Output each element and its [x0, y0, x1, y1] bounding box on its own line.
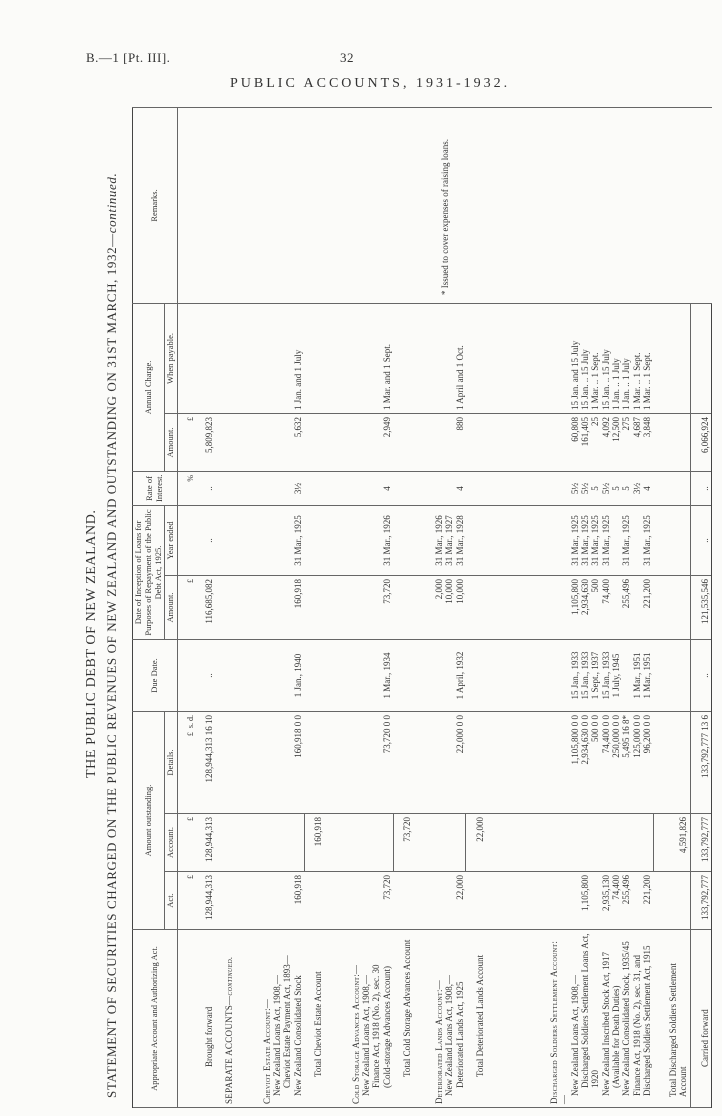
col-act-header: Act.	[165, 872, 178, 930]
cell-rate: 4	[414, 471, 466, 505]
cell-due: ..	[196, 639, 216, 711]
cell-details: 1,105,800 0 0 2,934,630 0 0 500 0 0 74,400 0 0 250,000 0 0 5,495 16 8* 125,000 0 0 96,200 0 0	[486, 711, 653, 813]
cell-ac-amount: 60,808 161,405 25 4,092 12,500 275 4,687 3,848	[486, 413, 653, 471]
cell-due: 1 April, 1932	[414, 639, 466, 711]
cell-due: 1 Mar., 1934	[324, 639, 393, 711]
cell-ac-amount: 880	[414, 413, 466, 471]
col-annual-charge-header: Annual Charge.	[133, 303, 165, 471]
unit-pound: £	[178, 814, 197, 872]
cell-rate: ..	[196, 471, 216, 505]
col-approp-header: Appropriate Account and Authorizing Act.	[133, 930, 178, 1108]
cell-act: 160,918	[235, 872, 304, 930]
cell-act: 1,105,800 2,935,130 74,400 255,496 221,200	[486, 872, 653, 930]
running-title: PUBLIC ACCOUNTS, 1931-1932.	[230, 76, 511, 91]
col-due-date-header: Due Date.	[133, 639, 178, 711]
subtitle-text: STATEMENT OF SECURITIES CHARGED ON THE PUBLIC REVENUES OF NEW ZEALAND AND OUTSTANDING ON 31ST MARCH, 1932—	[104, 233, 119, 1098]
cell-act: 133,792,777	[690, 872, 711, 930]
cell-ac-amount: 6,066,924	[690, 413, 711, 471]
cell-due: 15 Jan., 1933 15 Jan., 1933 1 Sept., 1937 15 Jan., 1933 1 July, 1945 1 Mar., 1951 1 Mar., 1951	[486, 639, 653, 711]
cell-due: ..	[690, 639, 711, 711]
cell-ac-amount: 5,632	[235, 413, 304, 471]
cell-year: 31 Mar., 1925	[235, 505, 304, 575]
col-inception-header: Date of Inception of Loans for Purposes of Repayment of the Public Debt Act, 1925.	[133, 505, 165, 639]
cell-when: 1 April and 1 Oct.	[414, 303, 466, 413]
cell-details: 133,792,777 13 6	[690, 711, 711, 813]
subtitle-continued: continued.	[104, 172, 119, 234]
table-subtitle	[104, 173, 120, 1098]
cold-label: Cold Storage Advances Account:— New Zealand Loans Act, 1908,— Finance Act, 1918 (No. 2), sec. 30 (Cold-storage Advances Account)	[324, 930, 393, 1108]
remark-footnote: * Issued to cover expenses of raising loans.	[439, 138, 450, 295]
cell-when: 15 Jan. and 15 July 15 Jan. .. 15 July 1 Mar. .. 1 Sept. 15 Jan. .. 15 July 1 Jan. .. 1 July 1 Jan. .. 1 July 1 Mar. .. 1 Sept. 1 Mar. .. 1 Sept.	[486, 303, 653, 413]
cell-inc-amount: 1,105,800 2,934,630 500 74,400 255,496 221,200	[486, 575, 653, 639]
cell-rate: 3½	[235, 471, 304, 505]
cell-act: 22,000	[414, 872, 466, 930]
cell-inc-amount: 121,535,546	[690, 575, 711, 639]
cell-ac-amount: 2,949	[324, 413, 393, 471]
cell-year: ..	[196, 505, 216, 575]
col-remarks-header: Remarks.	[133, 107, 178, 303]
cell-act: 73,720	[324, 872, 393, 930]
cell-total: 4,591,826	[653, 814, 690, 872]
cell-ac-amount: 5,809,823	[196, 413, 216, 471]
cell-inc-amount: 116,685,082	[196, 575, 216, 639]
cell-total: 160,918	[304, 814, 324, 872]
unit-pound: £	[178, 575, 197, 639]
units-row	[178, 107, 197, 1107]
col-rate-header: Rate of Interest.	[133, 471, 178, 505]
rotated-table-page	[82, 108, 722, 1108]
dss-label: Discharged Soldiers Settlement Account:— New Zealand Loans Act, 1908,— Discharged Soldiers Settlement Loans Act, 1920 New Zealand Inscribed Stock Act, 1917 (Available for Death Duties) New Zealand Consolidated Stock, 1935/45 Finance Act, 1918 (No. 2), sec. 31, and Discharged Soldiers Settlement Act, 1915	[486, 930, 653, 1108]
cheviot-label: Cheviot Estate Account:— New Zealand Loans Act, 1908,— Cheviot Estate Payment Act, 1893— New Zealand Consolidated Stock	[235, 930, 304, 1108]
col-year-ended-header: Year ended	[165, 505, 178, 575]
public-debt-table	[132, 107, 712, 1108]
total-label: Total Cheviot Estate Account	[304, 930, 324, 1108]
cell-inc-amount: 2,000 10,000 10,000	[414, 575, 466, 639]
col-inc-amount-header: Amount.	[165, 575, 178, 639]
page-number: 32	[340, 50, 354, 65]
col-details-header: Details.	[165, 711, 178, 813]
cell-due: 1 Jan., 1940	[235, 639, 304, 711]
cell-details: 128,944,313 16 10	[196, 711, 216, 813]
table-title: THE PUBLIC DEBT OF NEW ZEALAND.	[84, 509, 99, 778]
cell-year: 31 Mar., 1925 31 Mar., 1925 31 Mar., 1925 31 Mar., 1925 31 Mar., 1925 31 Mar., 1925	[486, 505, 653, 575]
unit-pound: £	[178, 872, 197, 930]
page-ref: B.—1 [Pt. III].	[86, 50, 171, 65]
cell-rate: ..	[690, 471, 711, 505]
cell-year: 31 Mar., 1926	[324, 505, 393, 575]
cell-details: 160,918 0 0	[235, 711, 304, 813]
cell-details: 22,000 0 0	[414, 711, 466, 813]
col-account-header: Account.	[165, 814, 178, 872]
col-amount-outstanding-header: Amount outstanding.	[133, 711, 165, 929]
total-label: Total Discharged Soldiers Settlement Account	[653, 930, 690, 1108]
cell-act: 128,944,313	[196, 872, 216, 930]
cell-inc-amount: 160,918	[235, 575, 304, 639]
cell-rate: 5½ 5½ 5 5½ 5 5 3½ 4	[486, 471, 653, 505]
det-label: Deteriorated Lands Account:— New Zealand Loans Act, 1908,— Deteriorated Lands Act, 1925	[414, 930, 466, 1108]
cell-when: 1 Mar. and 1 Sept.	[324, 303, 393, 413]
col-when-payable-header: When payable.	[165, 303, 178, 413]
section-heading: SEPARATE ACCOUNTS—continued.	[216, 930, 236, 1108]
cell-total: 73,720	[393, 814, 413, 872]
cell-total: 22,000	[466, 814, 486, 872]
unit-lsd: £ s. d.	[178, 711, 197, 813]
cell-details: 73,720 0 0	[324, 711, 393, 813]
total-label: Total Deteriorated Lands Account	[466, 930, 486, 1108]
cell-inc-amount: 73,720	[324, 575, 393, 639]
unit-pct: %	[178, 471, 197, 505]
total-label: Total Cold Storage Advances Account	[393, 930, 413, 1108]
row-label: Brought forward	[196, 930, 216, 1108]
cell-when: 1 Jan. and 1 July	[235, 303, 304, 413]
cell-account: 133,792,777	[690, 814, 711, 872]
cell-account: 128,944,313	[196, 814, 216, 872]
col-ac-amount-header: Amount.	[165, 413, 178, 471]
remarks-cell	[178, 107, 712, 303]
row-label: Carried forward	[690, 930, 711, 1108]
cell-rate: 4	[324, 471, 393, 505]
unit-pound: £	[178, 413, 197, 471]
cell-year: 31 Mar., 1926 31 Mar., 1927 31 Mar., 1928	[414, 505, 466, 575]
cell-year: ..	[690, 505, 711, 575]
